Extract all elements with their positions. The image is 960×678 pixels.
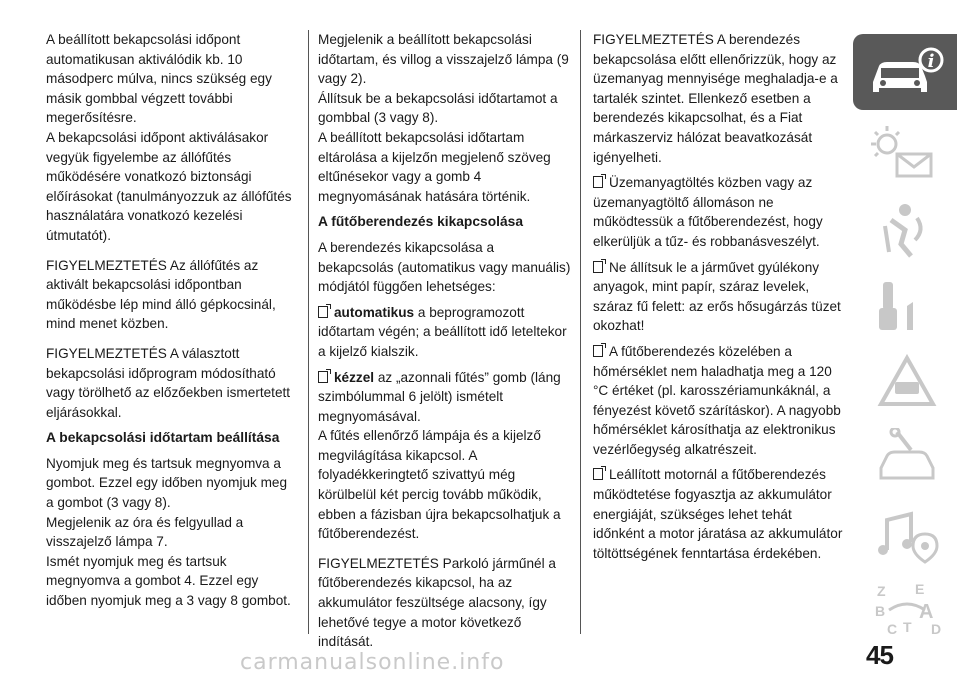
text-column-2 [318,30,572,658]
paragraph: Állítsuk be a bekapcsolási időtartamot a gombbal (3 vagy 8). [318,90,558,126]
bullet-box-icon [318,306,328,318]
warning-paragraph: FIGYELMEZTETÉS Az állófűtés az aktivált bekapcsolási időpontban működésbe lép mind álló gépkocsinál, mind menet közben. [46,257,276,332]
sidebar-tab-index[interactable] [853,572,957,648]
bullet-box-icon [593,345,603,357]
sidebar-tab-start[interactable] [853,268,957,344]
bullet-item [318,368,572,427]
index-letters-icon [867,580,947,640]
sidebar-tab-maintenance[interactable] [853,420,957,496]
paragraph: A bekapcsolási időpont aktiválásakor vegyük figyelembe az állófűtés működésére vonatkozó biztonsági előírásokat (tanulmányozzuk az állófűtés használatára vonatkozó kezelési útmutatót). [46,129,292,243]
bullet-text: A fűtőberendezés közelében a hőmérséklet nem haladhatja meg a 120 °C értéket (pl. karosszériamunkáknál, a fényezést követő szárításkor). A nagyobb hőmérséklet károsíthatja az elektronikus vezérlőegység alkatrészeit. [593,343,841,457]
tools-car-icon [867,428,947,488]
bullet-text: a beprogramozott időtartam végén; a beállított idő leteltekor a kijelző kialszik. [318,304,567,359]
bullet-text: Üzemanyagtöltés közben vagy az üzemanyagtöltő állomáson ne működtessük a fűtőberendezést, hogy elkerüljük a tűz- és robbanásveszélyt. [593,175,823,249]
index-letter: C [887,621,898,637]
paragraph: Nyomjuk meg és tartsuk megnyomva a gombot. Ezzel egy időben nyomjuk meg a gombot (3 vagy 8). [46,455,288,511]
key-icon [867,276,947,336]
sidebar-tab-multimedia[interactable] [853,496,957,572]
index-letter: T [903,619,912,635]
text-column-1 [46,30,298,611]
bullet-box-icon [593,468,603,480]
bullet-label: kézzel [334,369,375,385]
watermark: carmanualsonline.info [240,650,505,675]
section-heading: A bekapcsolási időtartam beállítása [46,430,280,446]
bullet-box-icon [318,371,328,383]
bullet-item [593,173,843,251]
car-info-icon [867,42,945,102]
text-column-3 [593,30,843,569]
bullet-item [593,465,843,563]
bullet-box-icon [593,261,603,273]
warning-car-icon [867,352,947,412]
index-letter: Z [877,583,886,599]
bullet-item [593,258,843,336]
warning-paragraph: FIGYELMEZTETÉS Parkoló járműnél a fűtőberendezés kikapcsol, ha az akkumulátor feszültsége alacsony, így lehetővé tegye a motor következő indítását. [318,555,556,650]
sidebar-tab-emergency[interactable] [853,344,957,420]
lights-mail-icon [867,124,947,184]
column-divider [308,30,309,634]
section-heading: A fűtőberendezés kikapcsolása [318,214,523,230]
sidebar-tab-safety[interactable] [853,192,957,268]
paragraph: A beállított bekapcsolási időpont automatikusan aktiválódik kb. 10 másodperc múlva, nincs szükség egy másik gombbal végzett további megerősítésre. [46,32,272,126]
svg-text:i: i [927,51,935,72]
bullet-item [318,303,572,362]
paragraph: A fűtés ellenőrző lámpája és a kijelző megvilágítása kikapcsol. A folyadékkeringtető szivattyú még körülbelül két percig tovább működik, ebben a fázisban újra bekapcsolhatjuk a fűtőberendezést. [318,428,561,542]
music-location-icon [867,504,947,564]
bullet-text: Leállított motornál a fűtőberendezés működtetése fogyasztja az akkumulátor energiáját, szükséges lehet tehát időnként a motor járatása az akkumulátor töltöttségének fenntartása érdekében. [593,467,843,561]
warning-paragraph: FIGYELMEZTETÉS A berendezés bekapcsolása előtt ellenőrizzük, hogy az üzemanyag mennyisége meghaladja-e a tartalék szintet. Ellenkező esetben a berendezés kikapcsolhat, és a Fiat márkaszerviz hálózat beavatkozását igényelheti. [593,32,838,165]
paragraph: A berendezés kikapcsolása a bekapcsolás (automatikus vagy manuális) módjától függően lehetséges: [318,239,571,295]
paragraph: Megjelenik a beállított bekapcsolási időtartam, és villog a visszajelző lámpa (9 vagy 2). [318,32,569,87]
index-letter: E [915,581,925,597]
bullet-box-icon [593,176,603,188]
index-letter: B [875,603,886,619]
sidebar-tab-active[interactable] [853,34,957,110]
airbag-person-icon [867,200,947,260]
bullet-text: az „azonnali fűtés” gomb (láng szimbólummal 6 jelölt) ismételt megnyomásával. [318,369,561,424]
index-letter: A [919,601,934,623]
bullet-label: automatikus [334,304,415,320]
column-divider [580,30,581,634]
index-letter: D [931,621,942,637]
paragraph: Megjelenik az óra és felgyullad a visszajelző lámpa 7. [46,514,244,550]
bullet-item [593,342,843,460]
page-number: 45 [866,640,893,670]
chapter-sidebar [850,28,960,638]
paragraph: A beállított bekapcsolási időtartam eltárolása a kijelzőn megjelenő szöveg eltűnésekor vagy a gomb 4 megnyomásának hatására történik. [318,129,551,204]
bullet-text: Ne állítsuk le a járművet gyúlékony anyagok, mint papír, száraz levelek, száraz fű felett: az erős hősugárzás tüzet okozhat! [593,259,841,334]
paragraph: Ismét nyomjuk meg és tartsuk megnyomva a gombot 4. Ezzel egy időben nyomjuk meg a 3 vagy 8 gombot. [46,553,291,609]
sidebar-tab-lights[interactable] [853,116,957,192]
warning-paragraph: FIGYELMEZTETÉS A választott bekapcsolási időprogram módosítható vagy törölhető az előzőekben ismertetett eljárásokkal. [46,345,291,420]
